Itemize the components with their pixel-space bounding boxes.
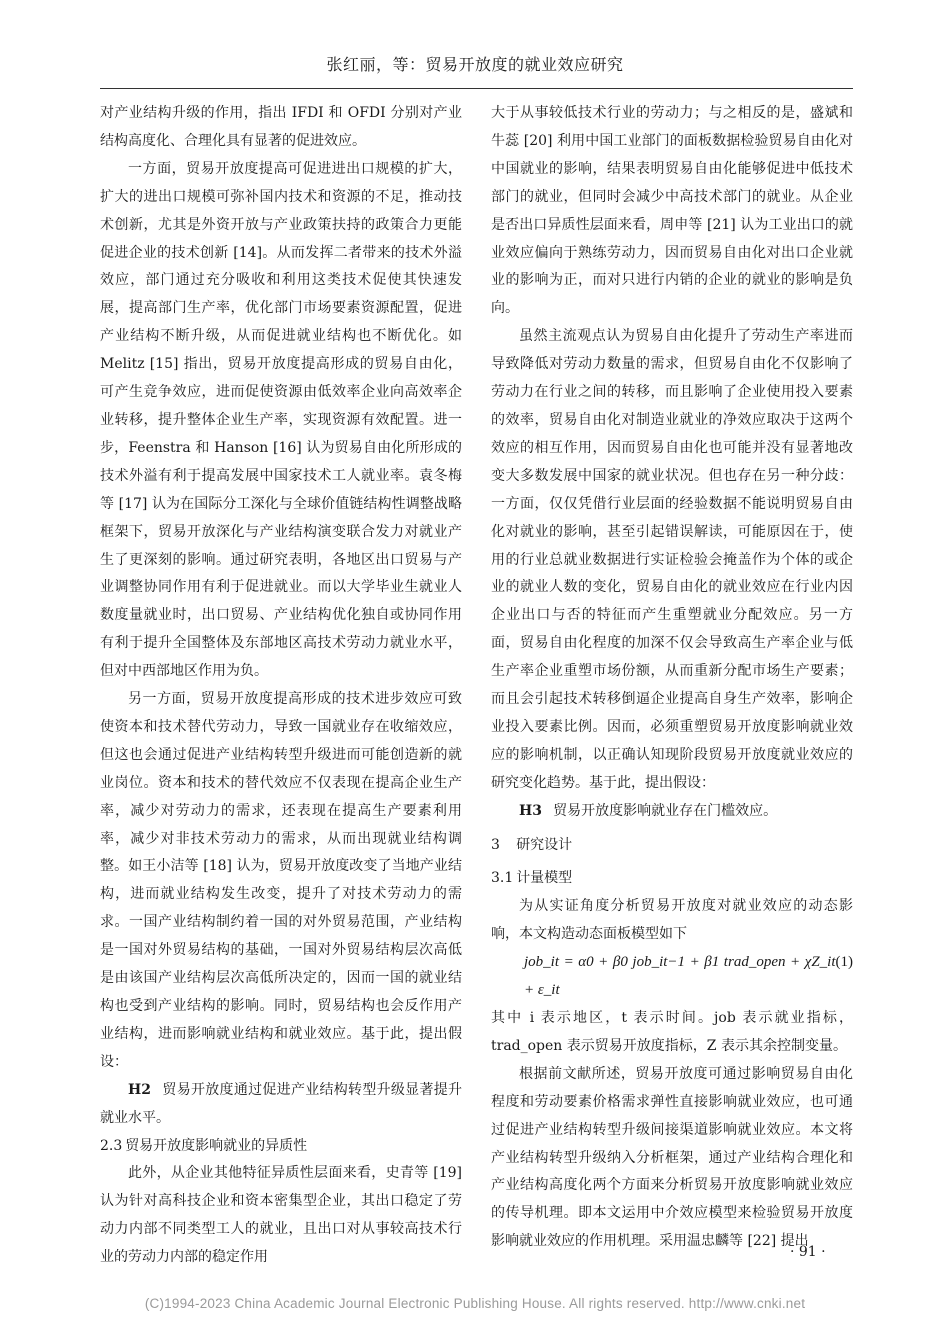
right-column: [491, 100, 853, 1256]
paragraph: 为从实证角度分析贸易开放度对就业效应的动态影响，本文构造动态面板模型如下: [491, 898, 853, 943]
equation-body: job_it = α0 + β0 job_it−1 + β1 trad_open + χZ_it + ε_it: [524, 954, 836, 999]
hypothesis: [491, 798, 853, 826]
section-number: 3: [491, 836, 500, 853]
section-number: 2.3: [100, 1137, 123, 1154]
paragraph: 其中 i 表示地区，t 表示时间。job 表示就业指标，trad_open 表示贸易开放度指标，Z 表示其余控制变量。: [491, 1010, 853, 1054]
hypothesis-text: 贸易开放度影响就业存在门槛效应。: [553, 802, 778, 819]
section-number: 3.1: [491, 870, 514, 887]
paragraph: 另一方面，贸易开放度提高形成的技术进步效应可致使资本和技术替代劳动力，导致一国就业存在收缩效应，但这也会通过促进产业结构转型升级进而可能创造新的就业岗位。资本和技术的替代效应不仅表现在提高企业生产率，减少对劳动力的需求，还表现在提高生产要素利用率，减少对非技术劳动力的需求，从而出现就业结构调整。如王小洁等 [18] 认为，贸易开放度改变了当地产业结构，进而就业结构发生改变，提升了对技术劳动力的需求。一国产业结构制约着一国的对外贸易范围，产业结构是一国对外贸易结构的基础，一国对外贸易结构层次高低是由该国产业结构层次高低所决定的，因而一国的就业结构也受到产业结构的影响。同时，贸易结构也会反作用产业结构，进而影响就业结构和就业效应。基于此，提出假设：: [100, 691, 462, 1070]
paragraph: 虽然主流观点认为贸易自由化提升了劳动生产率进而导致降低对劳动力数量的需求，但贸易自由化不仅影响了劳动力在行业之间的转移，而且影响了企业使用投入要素的效率，贸易自由化对制造业就业的净效应取决于这两个效应的相互作用，因而贸易自由化也可能并没有显著地改变大多数发展中国家的就业状况。但也存在另一种分歧：一方面，仅仅凭借行业层面的经验数据不能说明贸易自由化对就业的影响，甚至引起错误解读，可能原因在于，使用的行业总就业数据进行实证检验会掩盖作为个体的或企业的就业人数的变化，贸易自由化的就业效应在行业内因企业出口与否的特征而产生重塑就业分配效应。另一方面，贸易自由化程度的加深不仅会导致高生产率企业与低生产率企业重塑市场份额，从而重新分配市场生产要素；而且会引起技术转移倒逼企业提高自身生产效率，影响企业投入要素比例。因而，必须重塑贸易开放度影响就业效应的影响机制，以正确认知现阶段贸易开放度就业效应的研究变化趋势。基于此，提出假设：: [491, 328, 853, 791]
section-heading: [100, 1133, 462, 1161]
equation: [491, 949, 853, 1005]
paragraph: 对产业结构升级的作用，指出 IFDI 和 OFDI 分别对产业结构高度化、合理化具有显著的促进效应。: [100, 105, 462, 149]
section-title: 研究设计: [516, 836, 573, 853]
page-number: · 91 ·: [790, 1244, 826, 1260]
hypothesis-text: 贸易开放度通过促进产业结构转型升级显著提升就业水平。: [100, 1081, 462, 1126]
left-column: [100, 100, 462, 1272]
section-heading: [491, 832, 853, 860]
hypothesis: [100, 1077, 462, 1133]
paragraph: 根据前文献所述，贸易开放度可通过影响贸易自由化程度和劳动要素价格需求弹性直接影响就业效应，也可通过促进产业结构转型升级间接渠道影响就业效应。本文将产业结构转型升级纳入分析框架，通过产业结构合理化和产业结构高度化两个方面来分析贸易开放度影响就业效应的传导机理。即本文运用中介效应模型来检验贸易开放度影响就业效应的作用机理。采用温忠麟等 [22] 提出: [491, 1065, 853, 1250]
paragraph: 大于从事较低技术行业的劳动力；与之相反的是，盛斌和牛蕊 [20] 利用中国工业部门的面板数据检验贸易自由化对中国就业的影响，结果表明贸易自由化能够促进中低技术部门的就业，但同时会减少中高技术部门的就业。从企业是否出口异质性层面来看，周申等 [21] 认为工业出口的就业效应偏向于熟练劳动力，因而贸易自由化对出口企业就业的影响为正，而对只进行内销的企业的就业的影响是负向。: [491, 105, 853, 317]
hypothesis-label: H3: [519, 802, 542, 819]
paragraph: 一方面，贸易开放度提高可促进进出口规模的扩大，扩大的进出口规模可弥补国内技术和资源的不足，推动技术创新，尤其是外资开放与产业政策扶持的政策合力更能促进企业的技术创新 [14]。从而发挥二者带来的技术外溢效应，部门通过充分吸收和利用这类技术促使其快速发展，提高部门生产率，优化部门市场要素资源配置，促进产业结构不断升级，从而促进就业结构也不断优化。如 Melitz [15] 指出，贸易开放度提高形成的贸易自由化，可产生竞争效应，进而促使资源由低效率企业向高效率企业转移，提升整体企业生产率，实现资源有效配置。进一步，Feenstra 和 Hanson [16] 认为贸易自由化所形成的技术外溢有利于提高发展中国家技术工人就业率。袁冬梅等 [17] 认为在国际分工深化与全球价值链结构性调整战略框架下，贸易开放深化与产业结构演变联合发力对就业产生了更深刻的影响。通过研究表明，各地区出口贸易与产业调整协同作用有利于促进就业。而以大学毕业生就业人数度量就业时，出口贸易、产业结构优化独自或协同作用有利于提升全国整体及东部地区高技术劳动力就业水平，但对中西部地区作用为负。: [100, 160, 462, 680]
header-rule: [100, 88, 853, 89]
hypothesis-label: H2: [128, 1081, 151, 1098]
section-title: 贸易开放度影响就业的异质性: [125, 1137, 308, 1154]
running-header: 张红丽，等：贸易开放度的就业效应研究: [326, 55, 624, 74]
section-title: 计量模型: [516, 870, 573, 887]
copyright-footer: (C)1994-2023 China Academic Journal Electronic Publishing House. All rights reserved. http://www.cnki.net: [144, 1296, 806, 1311]
section-heading: [491, 865, 853, 893]
equation-number: (1): [835, 954, 853, 971]
paragraph: 此外，从企业其他特征异质性层面来看，史青等 [19] 认为针对高科技企业和资本密集型企业，其出口稳定了劳动力内部不同类型工人的就业，且出口对从事较高技术行业的劳动力内部的稳定作用: [100, 1165, 462, 1266]
